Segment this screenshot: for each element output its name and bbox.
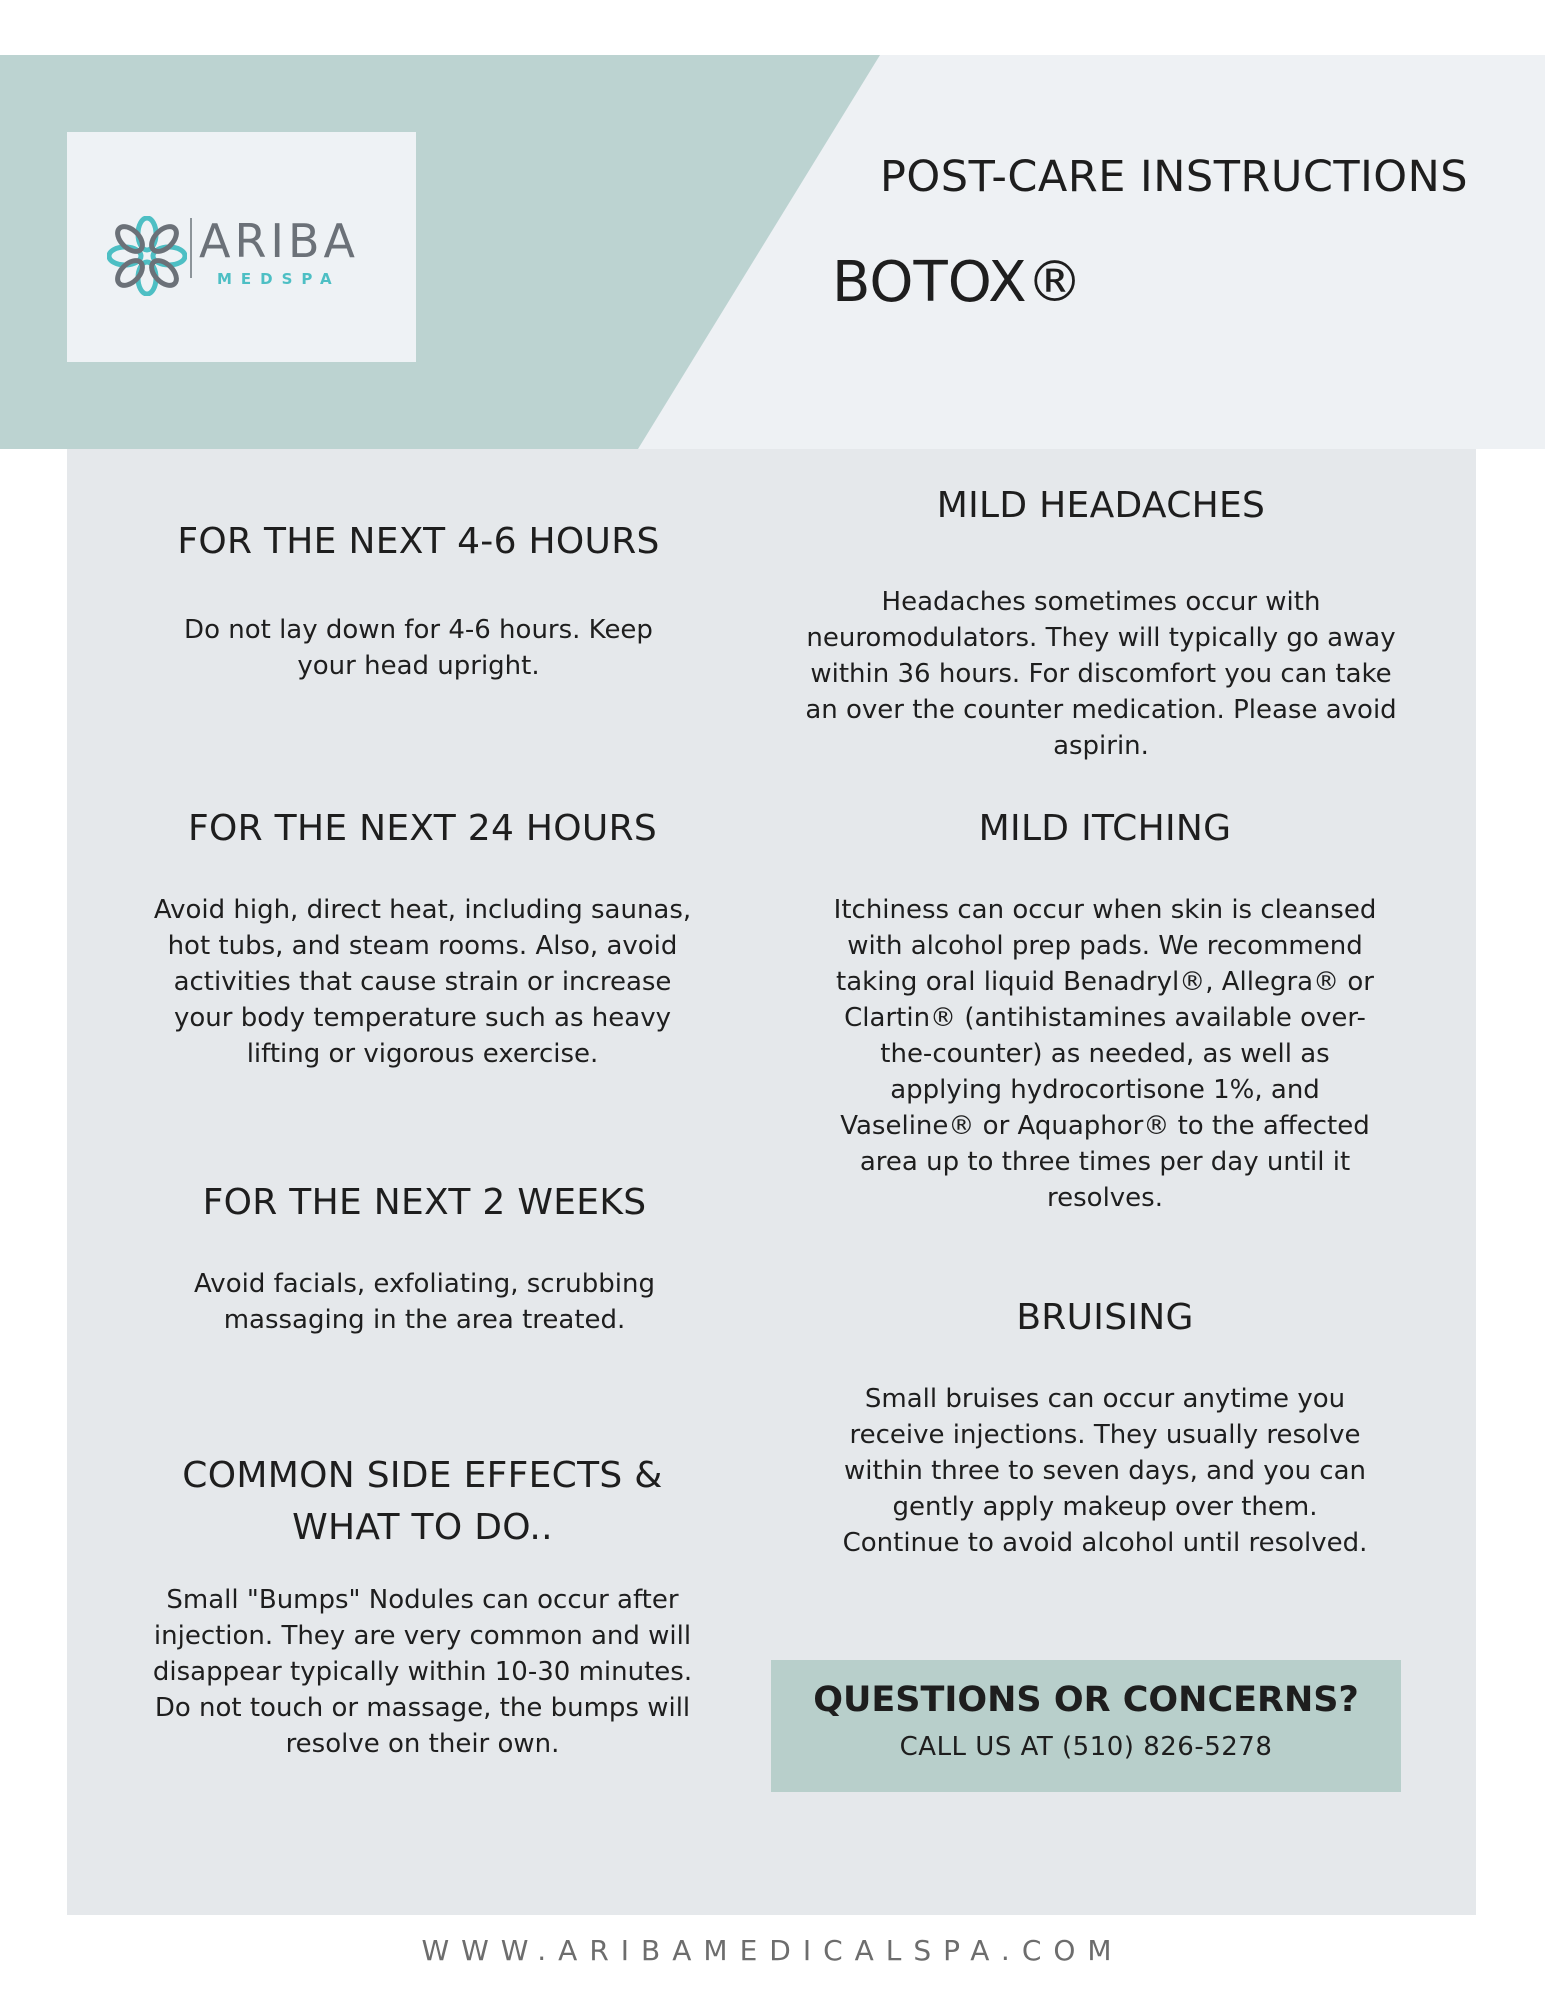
body-line: activities that cause strain or increase bbox=[173, 967, 672, 997]
body-line: applying hydrocortisone 1%, and bbox=[890, 1075, 1320, 1105]
section-body bbox=[786, 584, 1416, 764]
body-line: your head upright. bbox=[297, 651, 540, 681]
section-heading: MILD HEADACHES bbox=[936, 485, 1266, 526]
section-body bbox=[137, 1582, 708, 1762]
body-line: with alcohol prep pads. We recommend bbox=[847, 931, 1363, 961]
section-mild-itching bbox=[805, 803, 1405, 1216]
section-heading: FOR THE NEXT 2 WEEKS bbox=[202, 1182, 647, 1223]
body-line: Avoid facials, exfoliating, scrubbing bbox=[194, 1269, 655, 1299]
body-line: taking oral liquid Benadryl®, Allegra® or bbox=[836, 967, 1374, 997]
body-line: aspirin. bbox=[1053, 731, 1149, 761]
section-heading: MILD ITCHING bbox=[978, 808, 1232, 849]
body-line: Do not lay down for 4-6 hours. Keep bbox=[184, 615, 653, 645]
section-mild-headaches bbox=[786, 480, 1416, 764]
section-heading: FOR THE NEXT 24 HOURS bbox=[187, 808, 658, 849]
section-body bbox=[805, 1381, 1405, 1561]
body-line: Small bruises can occur anytime you bbox=[864, 1384, 1346, 1414]
section-body bbox=[137, 1266, 712, 1338]
section-body bbox=[137, 892, 708, 1072]
body-line: area up to three times per day until it bbox=[859, 1147, 1351, 1177]
section-body bbox=[805, 892, 1405, 1216]
body-line: within 36 hours. For discomfort you can take bbox=[810, 659, 1392, 689]
body-line: lifting or vigorous exercise. bbox=[246, 1039, 599, 1069]
body-line: Vaseline® or Aquaphor® to the affected bbox=[840, 1111, 1370, 1141]
section-next-4-6-hours bbox=[137, 516, 700, 684]
body-line: receive injections. They usually resolve bbox=[849, 1420, 1361, 1450]
body-line: gently apply makeup over them. bbox=[892, 1492, 1318, 1522]
logo-subtitle: MEDSPA bbox=[217, 270, 341, 288]
section-heading: BRUISING bbox=[1016, 1297, 1194, 1338]
body-line: disappear typically within 10-30 minutes. bbox=[152, 1657, 693, 1687]
section-common-side-effects bbox=[137, 1450, 708, 1762]
body-line: injection. They are very common and will bbox=[153, 1621, 692, 1651]
section-heading bbox=[137, 1450, 708, 1554]
body-line: Continue to avoid alcohol until resolved. bbox=[842, 1528, 1368, 1558]
body-line: your body temperature such as heavy bbox=[174, 1003, 671, 1033]
body-line: Itchiness can occur when skin is cleansed bbox=[833, 895, 1377, 925]
section-next-2-weeks bbox=[137, 1177, 712, 1338]
section-next-24-hours bbox=[137, 803, 708, 1072]
questions-heading: QUESTIONS OR CONCERNS? bbox=[813, 1680, 1359, 1720]
heading-line: WHAT TO DO.. bbox=[292, 1507, 553, 1548]
body-line: massaging in the area treated. bbox=[223, 1305, 626, 1335]
logo-name: ARIBA bbox=[199, 214, 360, 268]
heading-line: COMMON SIDE EFFECTS & bbox=[182, 1455, 663, 1496]
body-line: Do not touch or massage, the bumps will bbox=[154, 1693, 691, 1723]
section-bruising bbox=[805, 1292, 1405, 1561]
section-body bbox=[137, 612, 700, 684]
body-line: neuromodulators. They will typically go away bbox=[806, 623, 1396, 653]
section-heading: FOR THE NEXT 4-6 HOURS bbox=[177, 521, 660, 562]
body-line: Headaches sometimes occur with bbox=[881, 587, 1321, 617]
document-kicker: POST-CARE INSTRUCTIONS bbox=[880, 152, 1469, 202]
flower-logo-icon bbox=[107, 216, 187, 296]
body-line: the-counter) as needed, as well as bbox=[880, 1039, 1330, 1069]
body-line: Small "Bumps" Nodules can occur after bbox=[166, 1585, 679, 1615]
website-url[interactable]: WWW.ARIBAMEDICALSPA.COM bbox=[421, 1934, 1124, 1967]
logo-divider bbox=[190, 218, 192, 278]
body-line: hot tubs, and steam rooms. Also, avoid bbox=[167, 931, 678, 961]
body-line: Avoid high, direct heat, including saunas, bbox=[153, 895, 692, 925]
logo-card bbox=[67, 132, 416, 362]
body-line: resolves. bbox=[1047, 1183, 1163, 1213]
body-line: within three to seven days, and you can bbox=[843, 1456, 1367, 1486]
questions-box bbox=[771, 1660, 1401, 1792]
body-line: an over the counter medication. Please avoid bbox=[805, 695, 1397, 725]
document-title: BOTOX® bbox=[832, 250, 1083, 315]
body-line: Clartin® (antihistamines available over- bbox=[844, 1003, 1366, 1033]
phone-number[interactable]: CALL US AT (510) 826-5278 bbox=[899, 1732, 1273, 1762]
body-line: resolve on their own. bbox=[285, 1729, 560, 1759]
